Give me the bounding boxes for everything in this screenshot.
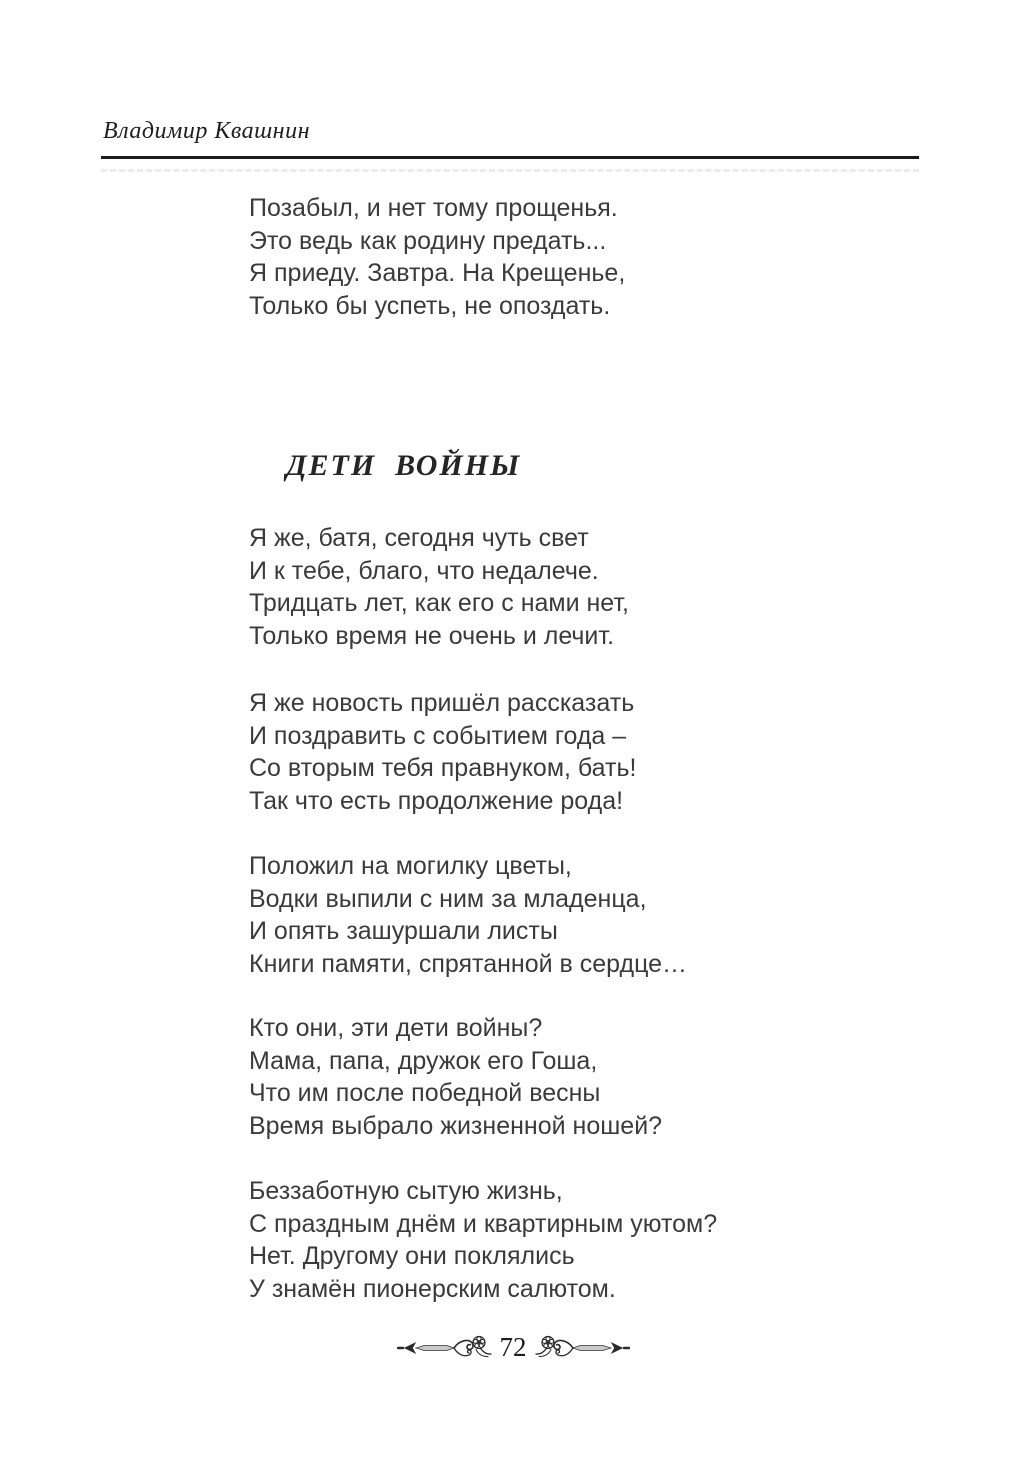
poem-line: Книги памяти, спрятанной в сердце… — [249, 949, 688, 978]
poem-line: И опять зашуршали листы — [249, 917, 558, 945]
stanza — [249, 687, 636, 817]
stanza — [249, 850, 687, 980]
poem-line: Что им после победной весны — [249, 1079, 601, 1107]
poem-line: Я приеду. Завтра. На Крещенье, — [249, 259, 626, 287]
poem-line: И поздравить с событием года – — [249, 721, 627, 750]
poem-line: Позабыл, и нет тому прощенья. — [249, 194, 618, 222]
poem-line: Я же, батя, сегодня чуть свет — [249, 524, 589, 552]
poem-line: Так что есть продолжение рода! — [249, 786, 624, 815]
poem-line: Нет. Другому они поклялись — [249, 1242, 575, 1270]
footer-ornament — [0, 1330, 1026, 1366]
ornament-flourish-right-icon — [534, 1330, 630, 1366]
poem-title: ДЕТИ ВОЙНЫ — [286, 449, 522, 482]
ornament-flourish-left-icon — [397, 1330, 493, 1366]
poem-line: Беззаботную сытую жизнь, — [249, 1177, 563, 1205]
poem-line: Мама, папа, дружок его Гоша, — [249, 1046, 598, 1075]
poem-line: Только время не очень и лечит. — [249, 621, 615, 650]
header-rule-echo — [101, 169, 919, 172]
poem-line: Я же новость пришёл рассказать — [249, 689, 635, 717]
poem-line: Кто они, эти дети войны? — [249, 1014, 543, 1042]
poem-line: С праздным днём и квартирным уютом? — [249, 1209, 718, 1238]
poem-line: Только бы успеть, не опоздать. — [249, 291, 611, 320]
page-number: 72 — [499, 1331, 527, 1362]
poem-line: Это ведь как родину предать... — [249, 226, 607, 255]
header-rule — [101, 156, 919, 159]
stanza — [249, 522, 629, 652]
author-header: Владимир Квашнин — [103, 118, 310, 144]
poem-line: Положил на могилку цветы, — [249, 852, 572, 880]
poem-line: Водки выпили с ним за младенца, — [249, 884, 647, 913]
stanza — [249, 1012, 662, 1142]
poem-line: Время выбрало жизненной ношей? — [249, 1111, 663, 1140]
poem-line: Тридцать лет, как его с нами нет, — [249, 589, 630, 617]
poem-line: Со вторым тебя правнуком, бать! — [249, 754, 637, 782]
intro-stanza — [249, 192, 625, 322]
stanza — [249, 1175, 717, 1305]
poem-line: И к тебе, благо, что недалече. — [249, 556, 599, 585]
poem-line: У знамён пионерским салютом. — [249, 1274, 616, 1303]
